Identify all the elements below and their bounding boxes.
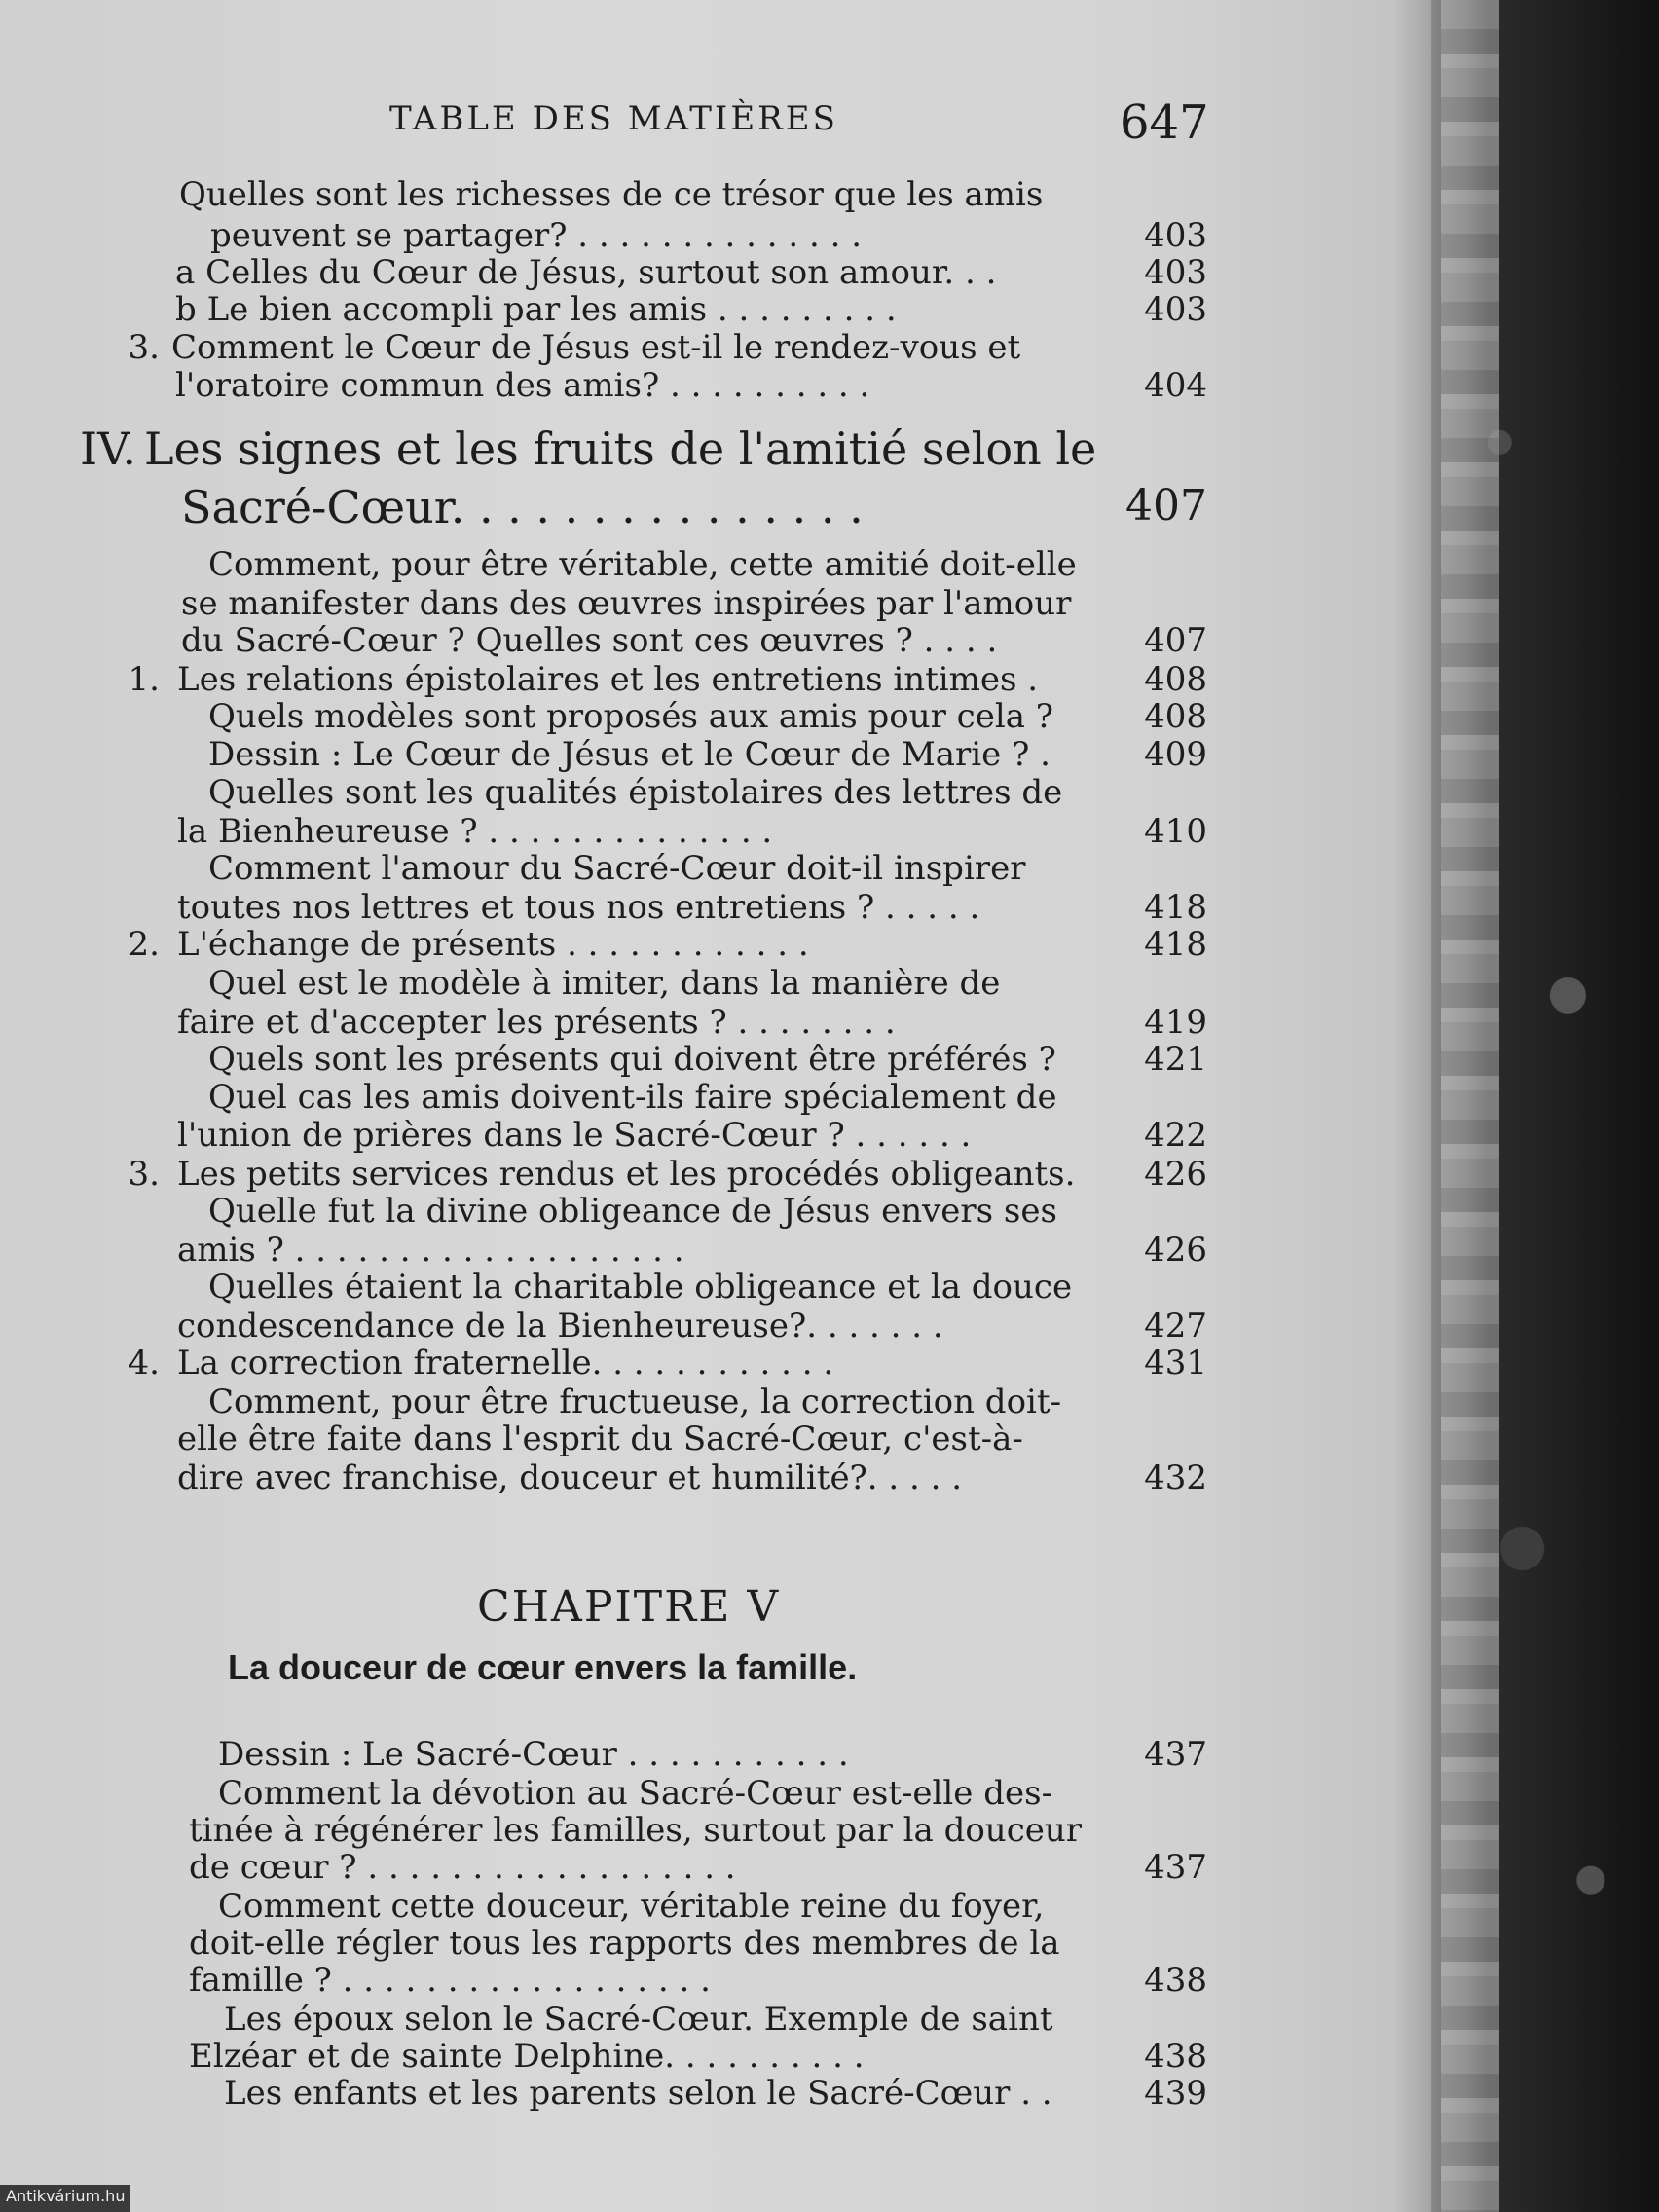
page-edge-shadow <box>1392 0 1431 2212</box>
running-header-title: TABLE DES MATIÈRES <box>389 99 838 138</box>
chapter-subtitle: La douceur de cœur envers la famille. <box>228 1647 858 1687</box>
page-number: 647 <box>1120 95 1209 150</box>
chapter-title: CHAPITRE V <box>477 1582 781 1632</box>
watermark: Antikvárium.hu <box>0 2185 130 2212</box>
spine-binding-strip <box>1441 0 1499 2212</box>
